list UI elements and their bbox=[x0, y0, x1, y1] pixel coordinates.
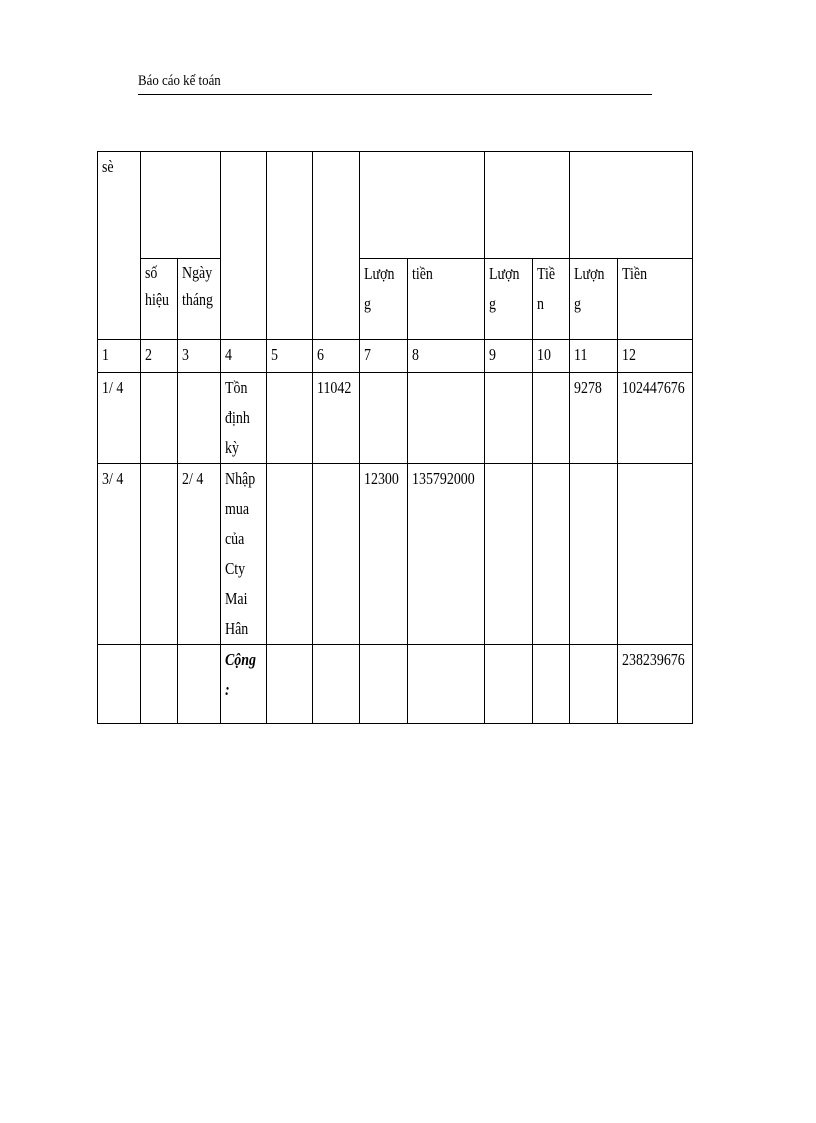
subheader-nhap-tien-label: tiền bbox=[412, 264, 433, 283]
cell-text: Tồn định kỳ bbox=[225, 378, 250, 457]
corner-label: sè bbox=[102, 157, 114, 176]
column-number bbox=[570, 340, 618, 373]
cell-ton-tien bbox=[618, 645, 693, 724]
cell-nhap-luong bbox=[360, 373, 408, 464]
column-number bbox=[98, 340, 141, 373]
cell-nhap-luong bbox=[360, 464, 408, 645]
cell-ton-luong bbox=[570, 645, 618, 724]
subheader-so-hieu bbox=[141, 259, 178, 340]
cell-xuat-tien bbox=[533, 373, 570, 464]
cell-ton-luong bbox=[570, 464, 618, 645]
cell-dien-giai bbox=[221, 373, 267, 464]
header-cell-nhap bbox=[360, 152, 485, 259]
column-number bbox=[141, 340, 178, 373]
table-row bbox=[98, 373, 693, 464]
column-number-row bbox=[98, 340, 693, 373]
header-cell-chung-tu bbox=[141, 152, 221, 259]
cell-nhap-tien bbox=[408, 464, 485, 645]
cell-dien-giai bbox=[221, 464, 267, 645]
cell-xuat-luong bbox=[485, 464, 533, 645]
column-number bbox=[267, 340, 313, 373]
cell-xuat-tien bbox=[533, 645, 570, 724]
subheader-xuat-luong bbox=[485, 259, 533, 340]
cell-nhap-luong bbox=[360, 645, 408, 724]
column-number bbox=[221, 340, 267, 373]
column-number-label: 7 bbox=[364, 345, 371, 364]
subheader-so-hieu-label: số hiệu bbox=[145, 263, 170, 309]
header-cell-xuat bbox=[485, 152, 570, 259]
column-number bbox=[313, 340, 360, 373]
cell-don-gia bbox=[313, 645, 360, 724]
column-number-label: 10 bbox=[537, 345, 551, 364]
cell-date bbox=[98, 373, 141, 464]
subheader-ton-luong-label: Lượn g bbox=[574, 264, 605, 313]
cell-xuat-tien bbox=[533, 464, 570, 645]
cell-ngay-thang bbox=[178, 373, 221, 464]
cell-nhap-tien bbox=[408, 645, 485, 724]
column-number-label: 9 bbox=[489, 345, 496, 364]
header-row-sub bbox=[98, 259, 693, 340]
cell-tk bbox=[267, 373, 313, 464]
subheader-xuat-luong-label: Lượn g bbox=[489, 264, 520, 313]
table-row bbox=[98, 464, 693, 645]
column-number bbox=[408, 340, 485, 373]
total-amount: 238239676 bbox=[622, 650, 685, 669]
cell-ngay-thang bbox=[178, 645, 221, 724]
report-title: Báo cáo kế toán bbox=[138, 73, 221, 89]
cell-xuat-luong bbox=[485, 645, 533, 724]
subheader-ngay-thang bbox=[178, 259, 221, 340]
header-cell-ton bbox=[570, 152, 693, 259]
cell-text: 2/ 4 bbox=[182, 469, 204, 488]
cell-don-gia bbox=[313, 464, 360, 645]
subheader-xuat-tien bbox=[533, 259, 570, 340]
column-number bbox=[533, 340, 570, 373]
subheader-ton-luong bbox=[570, 259, 618, 340]
ledger-table bbox=[97, 151, 693, 724]
column-number-label: 4 bbox=[225, 345, 232, 364]
subheader-ton-tien bbox=[618, 259, 693, 340]
cell-ton-luong bbox=[570, 373, 618, 464]
cell-ngay-thang bbox=[178, 464, 221, 645]
cell-date bbox=[98, 645, 141, 724]
column-number-label: 2 bbox=[145, 345, 152, 364]
cell-tk bbox=[267, 645, 313, 724]
header-cell-corner bbox=[98, 152, 141, 340]
cell-text: 3/ 4 bbox=[102, 469, 124, 488]
header-cell-don-gia bbox=[313, 152, 360, 340]
subheader-nhap-tien bbox=[408, 259, 485, 340]
column-number-label: 6 bbox=[317, 345, 324, 364]
cell-text: Nhập mua của Cty Mai Hân bbox=[225, 469, 256, 638]
subheader-nhap-luong-label: Lượn g bbox=[364, 264, 395, 313]
cell-xuat-luong bbox=[485, 373, 533, 464]
column-number bbox=[360, 340, 408, 373]
header-cell-dien-giai bbox=[221, 152, 267, 340]
column-number-label: 12 bbox=[622, 345, 636, 364]
cell-text: 1/ 4 bbox=[102, 378, 124, 397]
subheader-nhap-luong bbox=[360, 259, 408, 340]
subheader-ngay-thang-label: Ngày tháng bbox=[182, 263, 213, 309]
cell-dien-giai bbox=[221, 645, 267, 724]
column-number bbox=[178, 340, 221, 373]
column-number-label: 8 bbox=[412, 345, 419, 364]
subheader-xuat-tien-label: Tiề n bbox=[537, 264, 556, 313]
column-number-label: 3 bbox=[182, 345, 189, 364]
cell-don-gia bbox=[313, 373, 360, 464]
subheader-ton-tien-label: Tiền bbox=[622, 264, 648, 283]
cell-nhap-tien bbox=[408, 373, 485, 464]
report-header bbox=[138, 70, 652, 95]
cell-so-hieu bbox=[141, 464, 178, 645]
cell-text: 135792000 bbox=[412, 469, 475, 488]
cell-text: 9278 bbox=[574, 378, 602, 397]
cell-so-hieu bbox=[141, 373, 178, 464]
cell-text: 102447676 bbox=[622, 378, 685, 397]
table-row-total bbox=[98, 645, 693, 724]
cell-text: 12300 bbox=[364, 469, 399, 488]
cell-text: 11042 bbox=[317, 378, 352, 397]
cell-ton-tien bbox=[618, 464, 693, 645]
column-number-label: 1 bbox=[102, 345, 109, 364]
cell-so-hieu bbox=[141, 645, 178, 724]
column-number-label: 11 bbox=[574, 345, 588, 364]
cell-tk bbox=[267, 464, 313, 645]
header-cell-tk bbox=[267, 152, 313, 340]
cell-ton-tien bbox=[618, 373, 693, 464]
cell-date bbox=[98, 464, 141, 645]
total-label: Cộng : bbox=[225, 650, 256, 699]
header-row-top bbox=[98, 152, 693, 259]
column-number bbox=[485, 340, 533, 373]
column-number bbox=[618, 340, 693, 373]
column-number-label: 5 bbox=[271, 345, 278, 364]
